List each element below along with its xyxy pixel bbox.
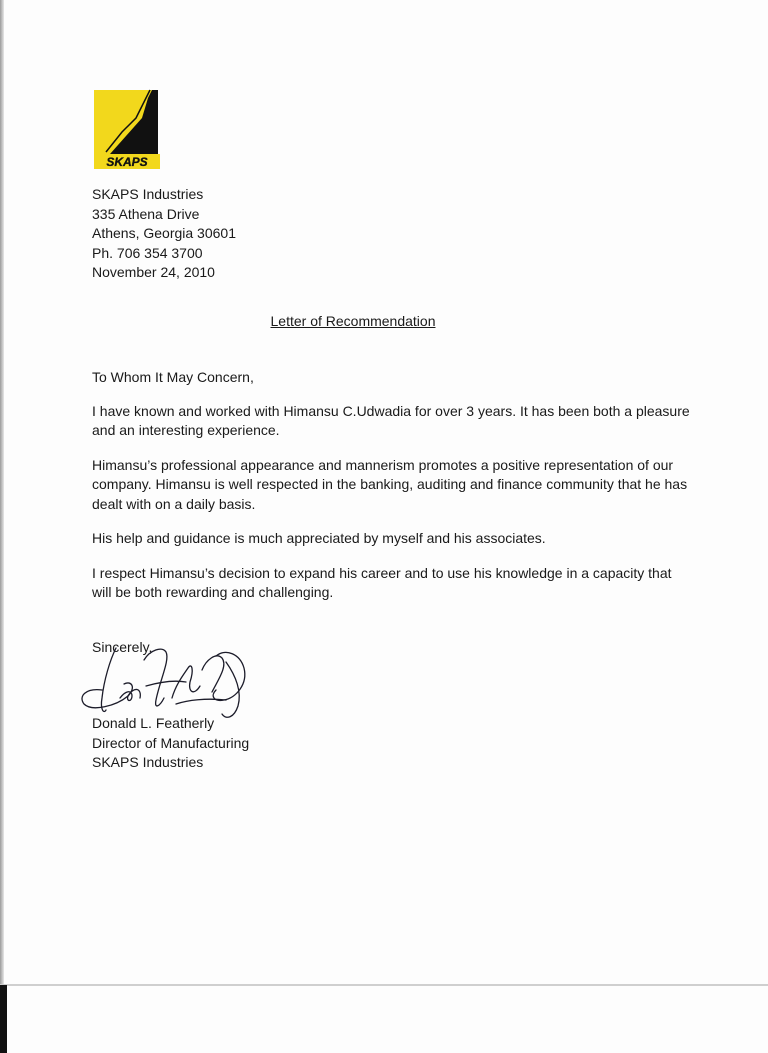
company-address — [92, 185, 236, 283]
paragraph-3: His help and guidance is much appreciated by myself and his associates. — [92, 530, 546, 546]
scan-edge-corner — [0, 985, 7, 1053]
city-state-zip: Athens, Georgia 30601 — [92, 225, 236, 241]
paragraph-4: I respect Himansu’s decision to expand his career and to use his knowledge in a capacity that will be both rewarding and challenging. — [92, 564, 672, 600]
letter-subject: Letter of Recommendation — [270, 313, 436, 329]
signatory-title: Director of Manufacturing — [92, 734, 250, 751]
scan-edge-left — [0, 0, 4, 985]
scan-edge-bottom — [0, 984, 768, 986]
phone-number: Ph. 706 354 3700 — [92, 244, 203, 261]
closing: Sincerely, — [92, 639, 153, 655]
salutation: To Whom It May Concern, — [92, 369, 254, 385]
signatory-company: SKAPS Industries — [92, 754, 204, 770]
letter-date: November 24, 2010 — [92, 264, 215, 280]
paragraph-1: I have known and worked with Himansu C.Udwadia for over 3 years. It has been both a pleasure and an interesting experience. — [92, 402, 690, 438]
signatory-name: Donald L. Featherly — [92, 715, 215, 731]
logo-text: SKAPS — [106, 155, 148, 169]
skaps-logo — [92, 88, 162, 170]
street-address: 335 Athena Drive — [92, 205, 200, 222]
paragraph-2: Himansu’s professional appearance and mannerism promotes a positive representation of our company. Himansu is well respected in the banking, auditing and finance community that he has dealt with on a daily basis. — [92, 456, 688, 512]
company-name: SKAPS Industries — [92, 186, 204, 202]
signature-block — [92, 714, 249, 773]
letter-body — [92, 368, 692, 618]
